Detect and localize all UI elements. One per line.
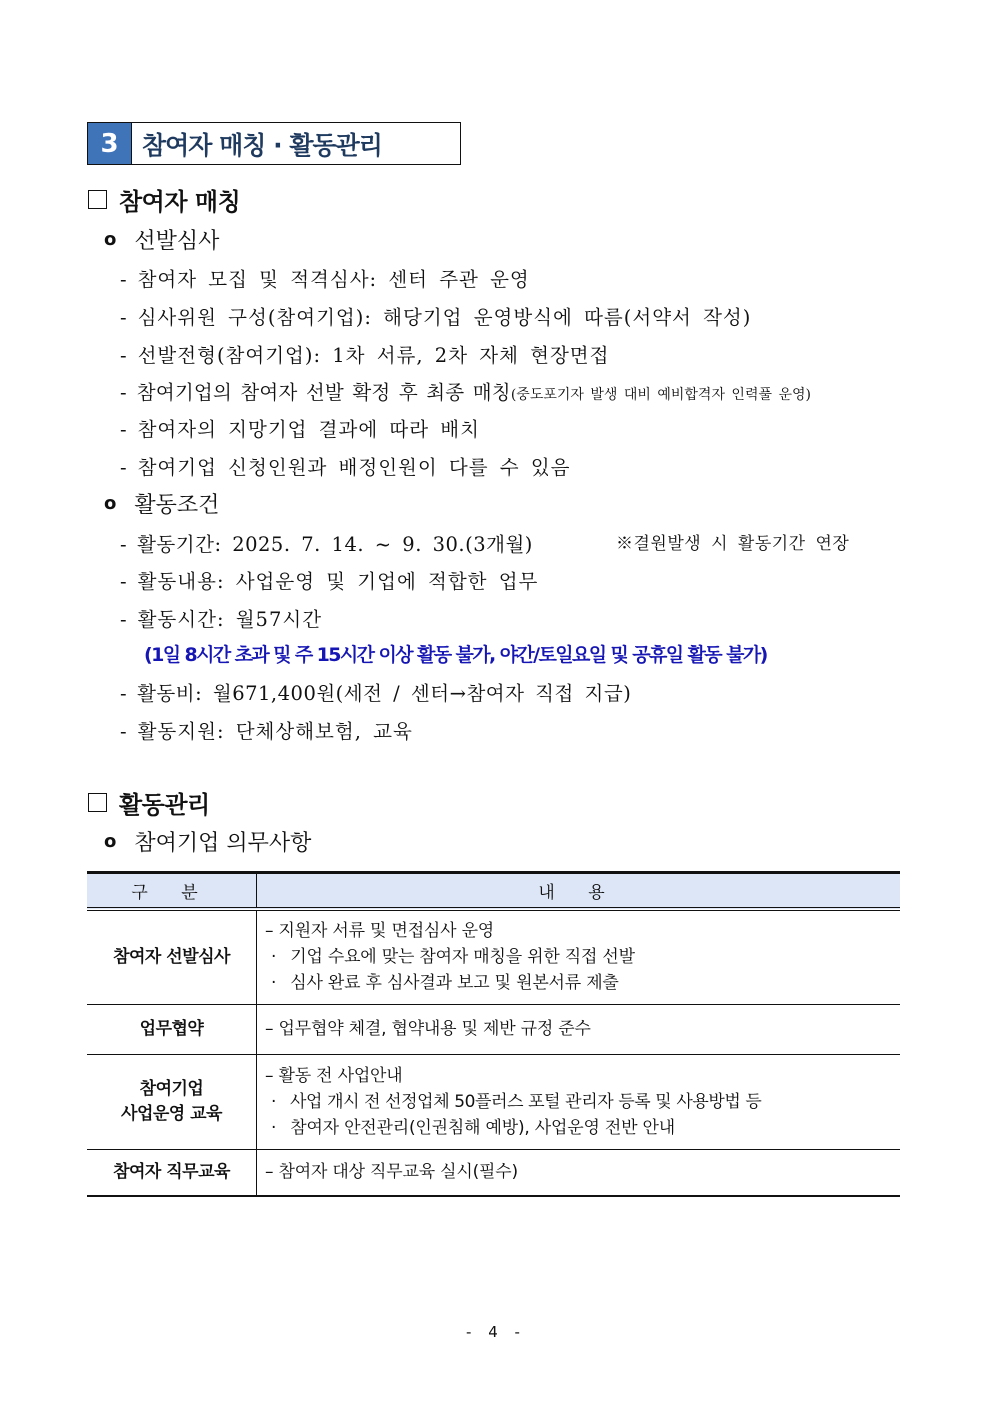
table-row [87, 909, 900, 1004]
line-text: 참여자 대상 직무교육 실시(필수) [278, 1162, 518, 1183]
subsection-title: 활동조건 [134, 493, 220, 518]
line-text: 심사 완료 후 심사결과 보고 및 원본서류 제출 [290, 973, 619, 994]
list-item [120, 678, 631, 706]
dash-icon: – [265, 1162, 274, 1183]
line-text: 활동 전 사업안내 [278, 1065, 403, 1086]
list-item [120, 529, 850, 557]
row-category [87, 1054, 257, 1149]
item-text: 심사위원 구성(참여기업): 해당기업 운영방식에 따름(서약서 작성) [137, 306, 752, 329]
table-row [87, 1149, 900, 1196]
dot-icon: · [271, 973, 277, 994]
item-text: 활동기간: 2025. 7. 14. ~ 9. 30.(3개월) [137, 533, 533, 556]
dash-icon: - [120, 381, 127, 404]
list-item [120, 414, 480, 442]
row-content [257, 1004, 901, 1054]
dash-icon: – [265, 921, 274, 942]
item-note: ※결원발생 시 활동기간 연장 [616, 534, 850, 554]
category-line: 참여기업 [139, 1078, 204, 1099]
item-text: 활동시간: 월57시간 [137, 608, 323, 631]
content-line [265, 1016, 892, 1042]
content-line [265, 970, 892, 996]
item-text: 참여기업의 참여자 선발 확정 후 최종 매칭 [136, 381, 511, 404]
subsection-heading-selection [104, 224, 219, 255]
section-heading-activity-management [88, 785, 210, 820]
item-text: 참여기업 신청인원과 배정인원이 다를 수 있음 [137, 456, 571, 479]
dot-icon: · [271, 947, 277, 968]
line-text: 지원자 서류 및 면접심사 운영 [278, 921, 495, 942]
row-content [257, 909, 901, 1004]
dot-icon: · [271, 1091, 277, 1112]
item-text: 활동내용: 사업운영 및 기업에 적합한 업무 [137, 570, 539, 593]
list-item [120, 377, 811, 405]
content-line [265, 918, 892, 944]
line-text: 사업 개시 전 선정업체 50플러스 포털 관리자 등록 및 사용방법 등 [290, 1091, 762, 1112]
line-text: 업무협약 체결, 협약내용 및 제반 규정 준수 [278, 1019, 591, 1039]
activity-hours-restriction-note: (1일 8시간 초과 및 주 15시간 이상 활동 불가, 야간/토일요일 및 공휴일 활동 불가) [144, 644, 767, 666]
bullet-o-icon: o [104, 831, 117, 852]
bullet-o-icon: o [104, 493, 117, 514]
dash-icon: - [120, 418, 128, 441]
line-text: 참여자 안전관리(인권침해 예방), 사업운영 전반 안내 [290, 1117, 675, 1138]
row-content [257, 1149, 901, 1196]
item-note: (중도포기자 발생 대비 예비합격자 인력풀 운영) [510, 387, 811, 403]
dash-icon: - [120, 268, 128, 291]
chapter-number: 3 [88, 123, 132, 164]
dot-icon: · [271, 1117, 277, 1138]
content-line [265, 1115, 892, 1141]
section-title: 활동관리 [119, 791, 210, 819]
row-category: 업무협약 [87, 1004, 257, 1054]
item-text: 활동비: 월671,400원(세전 / 센터→참여자 직접 지급) [137, 682, 632, 705]
chapter-title: 참여자 매칭 · 활동관리 [142, 130, 382, 160]
dash-icon: - [120, 533, 128, 556]
page-number: - 4 - [466, 1323, 526, 1341]
table-row [87, 1054, 900, 1149]
bullet-o-icon: o [104, 229, 117, 250]
checkbox-square-icon [88, 190, 107, 209]
list-item [120, 566, 538, 594]
table-header-row [87, 873, 900, 910]
dash-icon: – [265, 1065, 274, 1086]
content-line [265, 1159, 892, 1185]
item-text: 활동지원: 단체상해보험, 교육 [137, 720, 413, 743]
content-line [265, 1063, 892, 1089]
list-item [120, 452, 571, 480]
list-item [120, 716, 413, 744]
subsection-heading-conditions [104, 488, 219, 519]
subsection-heading-obligations [104, 826, 311, 857]
dash-icon: - [120, 344, 128, 367]
category-line: 사업운영 교육 [121, 1103, 222, 1124]
dash-icon: - [120, 608, 128, 631]
dash-icon: – [265, 1019, 274, 1039]
chapter-title-box [87, 122, 461, 165]
table-row [87, 1004, 900, 1054]
list-item [120, 604, 322, 632]
item-text: 선발전형(참여기업): 1차 서류, 2차 자체 현장면접 [137, 344, 610, 367]
list-item [120, 340, 609, 368]
content-line [265, 1089, 892, 1115]
dash-icon: - [120, 306, 128, 329]
list-item [120, 302, 751, 330]
section-title: 참여자 매칭 [119, 188, 241, 216]
row-category: 참여자 선발심사 [87, 909, 257, 1004]
item-text: 참여자 모집 및 적격심사: 센터 주관 운영 [137, 268, 530, 291]
row-category: 참여자 직무교육 [87, 1149, 257, 1196]
section-heading-matching [88, 182, 240, 217]
subsection-title: 선발심사 [134, 229, 220, 254]
dash-icon: - [120, 570, 128, 593]
item-text: 참여자의 지망기업 결과에 따라 배치 [137, 418, 480, 441]
dash-icon: - [120, 456, 128, 479]
dash-icon: - [120, 720, 128, 743]
subsection-title: 참여기업 의무사항 [134, 831, 312, 856]
column-header-content: 내 용 [257, 873, 901, 910]
row-content [257, 1054, 901, 1149]
obligations-table [87, 871, 900, 1197]
content-line [265, 944, 892, 970]
column-header-category: 구 분 [87, 873, 257, 910]
dash-icon: - [120, 682, 128, 705]
list-item [120, 264, 530, 292]
checkbox-square-icon [88, 793, 107, 812]
line-text: 기업 수요에 맞는 참여자 매칭을 위한 직접 선발 [290, 947, 635, 968]
